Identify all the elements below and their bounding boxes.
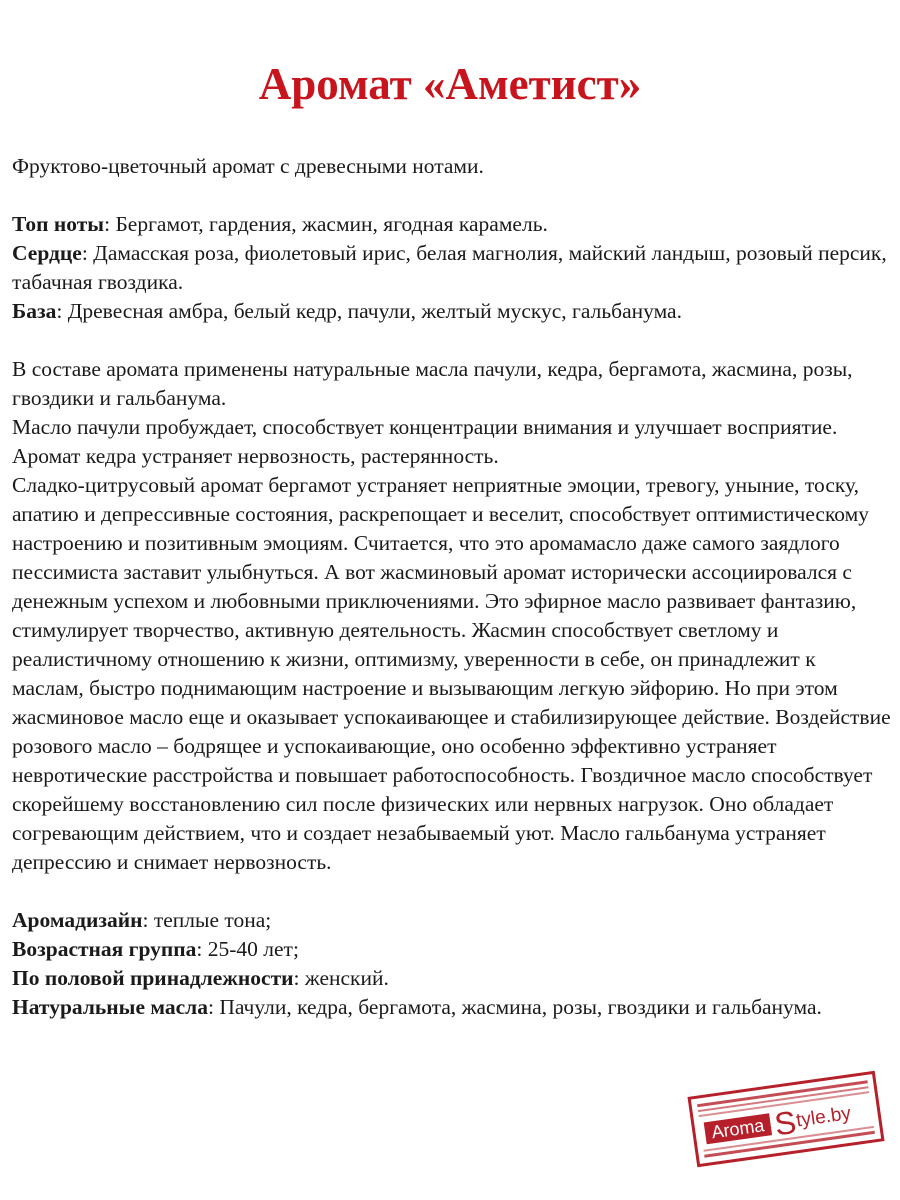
property-value: : женский.: [293, 966, 389, 990]
property-value: : 25-40 лет;: [196, 937, 299, 961]
note-top-label: Топ ноты: [12, 212, 105, 236]
description: [12, 152, 892, 1022]
property-label: Аромадизайн: [12, 908, 143, 932]
property-label: По половой принадлежности: [12, 966, 294, 990]
note-base: [12, 297, 892, 326]
property-value: : теплые тона;: [142, 908, 272, 932]
note-top-text: : Бергамот, гардения, жасмин, ягодная карамель.: [104, 212, 548, 236]
body-paragraph: Сладко-цитрусовый аромат бергамот устраняет неприятные эмоции, тревогу, уныние, тоску, апатию и депрессивные состояния, раскрепощает и веселит, способствует оптимистическому настроению и позитивным эмоциям. Считается, что это аромамасло даже самого заядлого пессимиста заставит улыбнуться. А вот жасминовый аромат исторически ассоциировался с денежным успехом и любовными приключениями. Это эфирное масло развивает фантазию, стимулирует творчество, активную деятельность. Жасмин способствует светлому и реалистичному отношению к жизни, оптимизму, уверенности в себе, он принадлежит к маслам, быстро поднимающим настроение и вызывающим легкую эйфорию. Но при этом жасминовое масло еще и оказывает успокаивающее и стабилизирующее действие. Воздействие розового масло – бодрящее и успокаивающие, оно особенно эффективно устраняет невротические расстройства и повышает работоспособность. Гвоздичное масло способствует скорейшему восстановлению сил после физических или нервных нагрузок. Оно обладает согревающим действием, что и создает незабываемый уют. Масло гальбанума устраняет депрессию и снимает нервозность.: [12, 473, 891, 874]
body-paragraph: В составе аромата применены натуральные масла пачули, кедра, бергамота, жасмина, розы, гвоздики и гальбанума.: [12, 357, 853, 410]
property-value: : Пачули, кедра, бергамота, жасмина, розы, гвоздики и гальбанума.: [207, 995, 822, 1019]
body-paragraph: Масло пачули пробуждает, способствует концентрации внимания и улучшает восприятие. Аромат кедра устраняет нервозность, растерянность.: [12, 415, 838, 468]
aromastyle-stamp-logo: [686, 1069, 886, 1169]
stamp-text-style: tyle.by: [794, 1103, 853, 1132]
page-title: Аромат «Аметист»: [258, 59, 642, 109]
property-natural-oils: [12, 993, 892, 1022]
note-top: [12, 210, 892, 239]
note-base-label: База: [12, 299, 57, 323]
property-aromadesign: [12, 906, 892, 935]
note-base-text: : Древесная амбра, белый кедр, пачули, желтый мускус, гальбанума.: [56, 299, 682, 323]
note-heart-label: Сердце: [12, 241, 82, 265]
intro-text: Фруктово-цветочный аромат с древесными нотами.: [12, 154, 484, 178]
property-age-group: [12, 935, 892, 964]
note-heart: [12, 239, 892, 297]
property-label: Натуральные масла: [12, 995, 208, 1019]
note-heart-text: : Дамасская роза, фиолетовый ирис, белая магнолия, майский ландыш, розовый персик, табачная гвоздика.: [12, 241, 887, 294]
stamp-graphic: [686, 1069, 886, 1169]
property-label: Возрастная группа: [12, 937, 197, 961]
property-gender: [12, 964, 892, 993]
stamp-text-aroma: Aroma: [710, 1115, 766, 1143]
stamp-text-s: S: [772, 1103, 799, 1143]
